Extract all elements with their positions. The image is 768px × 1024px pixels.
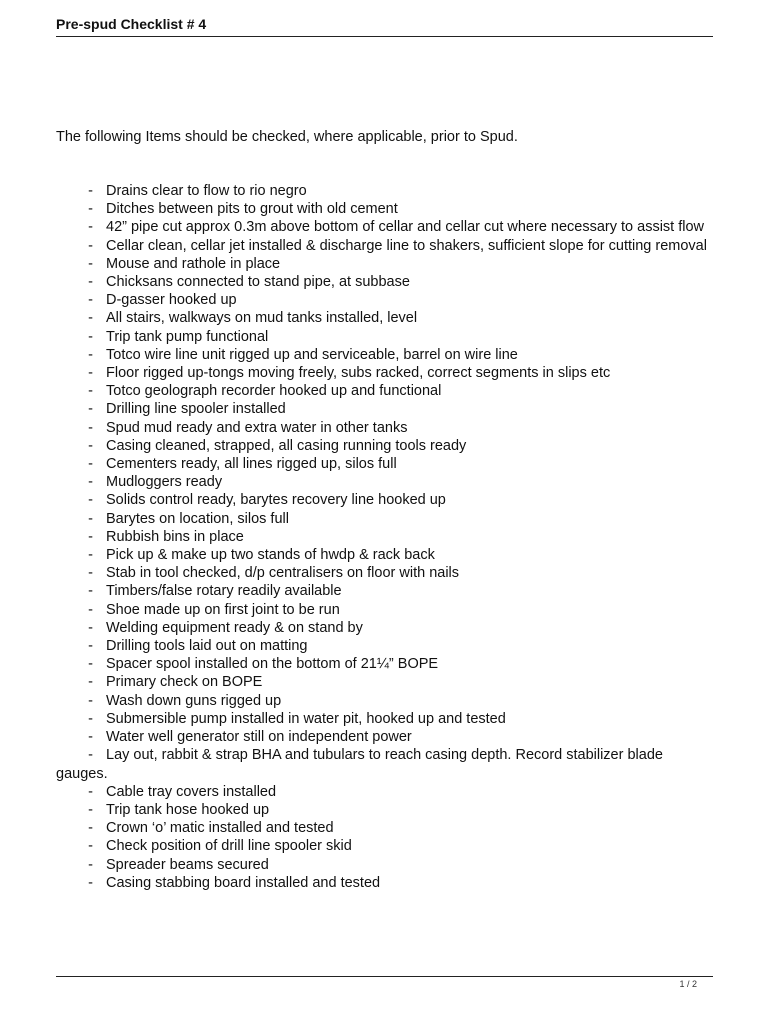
- checklist-item: [56, 692, 713, 710]
- bullet-dash: -: [88, 674, 93, 691]
- checklist-item: [56, 255, 713, 273]
- checklist-item-text: Crown ‘o’ matic installed and tested: [106, 820, 334, 837]
- checklist-item-text: D-gasser hooked up: [106, 292, 237, 309]
- checklist-item: [56, 874, 713, 892]
- bullet-dash: -: [88, 255, 93, 272]
- checklist-item-text: Timbers/false rotary readily available: [106, 583, 342, 600]
- checklist-item-text: Mouse and rathole in place: [106, 255, 281, 272]
- checklist-item-text: Spreader beams secured: [106, 856, 269, 873]
- checklist-item: [56, 218, 713, 236]
- checklist-item-text: Casing stabbing board installed and tested: [106, 874, 381, 891]
- bullet-dash: -: [88, 656, 93, 673]
- checklist-item: [56, 400, 713, 418]
- bullet-dash: -: [88, 528, 93, 545]
- checklist-item: [56, 710, 713, 728]
- checklist-item-text: Trip tank pump functional: [106, 328, 269, 345]
- bullet-dash: -: [88, 510, 93, 527]
- bullet-dash: -: [88, 710, 93, 727]
- checklist-item: [56, 473, 713, 491]
- checklist-item-text: Water well generator still on independent power: [106, 729, 412, 746]
- checklist-item-text: Cementers ready, all lines rigged up, silos full: [106, 456, 397, 473]
- checklist-item-text: Ditches between pits to grout with old cement: [106, 201, 398, 218]
- checklist-item: [56, 564, 713, 582]
- checklist-item-text: Spud mud ready and extra water in other tanks: [106, 419, 408, 436]
- bullet-dash: -: [88, 565, 93, 582]
- intro-text: The following Items should be checked, where applicable, prior to Spud.: [56, 129, 518, 145]
- bullet-dash: -: [88, 419, 93, 436]
- bullet-dash: -: [88, 547, 93, 564]
- checklist-item-text: Solids control ready, barytes recovery line hooked up: [106, 492, 446, 509]
- bullet-dash: -: [88, 747, 93, 764]
- page-number: 1 / 2: [679, 979, 697, 989]
- bullet-dash: -: [88, 237, 93, 254]
- checklist-item: [56, 273, 713, 291]
- checklist-item: [56, 200, 713, 218]
- checklist-item: [56, 801, 713, 819]
- bullet-dash: -: [88, 856, 93, 873]
- checklist-item: [56, 291, 713, 309]
- bullet-dash: -: [88, 365, 93, 382]
- checklist-item-text: Totco geolograph recorder hooked up and functional: [106, 383, 442, 400]
- checklist-item: [56, 837, 713, 855]
- checklist-item: [56, 819, 713, 837]
- bullet-dash: -: [88, 692, 93, 709]
- bullet-dash: -: [88, 401, 93, 418]
- checklist-item-text: Casing cleaned, strapped, all casing running tools ready: [106, 437, 467, 454]
- page-header: [56, 14, 713, 37]
- checklist-item: [56, 746, 713, 782]
- page-footer: [56, 976, 713, 989]
- bullet-dash: -: [88, 292, 93, 309]
- checklist-item: [56, 364, 713, 382]
- checklist: [56, 182, 713, 892]
- checklist-item-text: Cable tray covers installed: [106, 783, 277, 800]
- checklist-item-text: Cellar clean, cellar jet installed & discharge line to shakers, sufficient slope for cutting removal: [106, 237, 707, 254]
- checklist-item-text: Stab in tool checked, d/p centralisers on floor with nails: [106, 565, 460, 582]
- checklist-item-text: Shoe made up on first joint to be run: [106, 601, 340, 618]
- checklist-item-text: Drilling tools laid out on matting: [106, 638, 308, 655]
- bullet-dash: -: [88, 601, 93, 618]
- bullet-dash: -: [88, 474, 93, 491]
- checklist-item-text: Lay out, rabbit & strap BHA and tubulars to reach casing depth. Record stabilizer blade gauges.: [56, 747, 663, 782]
- checklist-item: [56, 619, 713, 637]
- checklist-item-text: Check position of drill line spooler skid: [106, 838, 352, 855]
- page-title: Pre-spud Checklist # 4: [56, 16, 207, 32]
- checklist-item: [56, 309, 713, 327]
- bullet-dash: -: [88, 492, 93, 509]
- bullet-dash: -: [88, 437, 93, 454]
- checklist-item: [56, 382, 713, 400]
- bullet-dash: -: [88, 328, 93, 345]
- checklist-item: [56, 510, 713, 528]
- checklist-item: [56, 637, 713, 655]
- bullet-dash: -: [88, 820, 93, 837]
- checklist-item: [56, 546, 713, 564]
- checklist-item-text: Rubbish bins in place: [106, 528, 244, 545]
- checklist-item-text: Barytes on location, silos full: [106, 510, 289, 527]
- bullet-dash: -: [88, 619, 93, 636]
- checklist-item: [56, 601, 713, 619]
- checklist-item-text: Welding equipment ready & on stand by: [106, 619, 363, 636]
- checklist-item-text: Totco wire line unit rigged up and serviceable, barrel on wire line: [106, 346, 518, 363]
- checklist-item-text: All stairs, walkways on mud tanks installed, level: [106, 310, 418, 327]
- bullet-dash: -: [88, 310, 93, 327]
- bullet-dash: -: [88, 801, 93, 818]
- checklist-item: [56, 528, 713, 546]
- bullet-dash: -: [88, 874, 93, 891]
- bullet-dash: -: [88, 183, 93, 199]
- checklist-item-text: Submersible pump installed in water pit, hooked up and tested: [106, 710, 506, 727]
- checklist-item: [56, 582, 713, 600]
- checklist-item-text: Mudloggers ready: [106, 474, 223, 491]
- bullet-dash: -: [88, 638, 93, 655]
- checklist-item-text: Trip tank hose hooked up: [106, 801, 270, 818]
- bullet-dash: -: [88, 383, 93, 400]
- bullet-dash: -: [88, 729, 93, 746]
- checklist-item-text: Spacer spool installed on the bottom of 21¼” BOPE: [106, 656, 439, 673]
- checklist-item-text: Wash down guns rigged up: [106, 692, 282, 709]
- checklist-item: [56, 237, 713, 255]
- checklist-item: [56, 728, 713, 746]
- bullet-dash: -: [88, 838, 93, 855]
- checklist-item: [56, 182, 713, 200]
- bullet-dash: -: [88, 783, 93, 800]
- checklist-item-text: Chicksans connected to stand pipe, at subbase: [106, 274, 410, 291]
- checklist-item: [56, 783, 713, 801]
- checklist-item-text: Floor rigged up-tongs moving freely, subs racked, correct segments in slips etc: [106, 365, 611, 382]
- checklist-item: [56, 455, 713, 473]
- checklist-item: [56, 437, 713, 455]
- checklist-item: [56, 856, 713, 874]
- checklist-item: [56, 491, 713, 509]
- checklist-item-text: Primary check on BOPE: [106, 674, 263, 691]
- checklist-item-text: Drains clear to flow to rio negro: [106, 183, 307, 199]
- checklist-item: [56, 419, 713, 437]
- bullet-dash: -: [88, 456, 93, 473]
- bullet-dash: -: [88, 201, 93, 218]
- checklist-item-text: 42” pipe cut approx 0.3m above bottom of cellar and cellar cut where necessary to assist flow: [106, 219, 705, 236]
- bullet-dash: -: [88, 219, 93, 236]
- checklist-item: [56, 346, 713, 364]
- checklist-item: [56, 328, 713, 346]
- checklist-item: [56, 673, 713, 691]
- checklist-item: [56, 655, 713, 673]
- checklist-item-text: Drilling line spooler installed: [106, 401, 286, 418]
- bullet-dash: -: [88, 346, 93, 363]
- bullet-dash: -: [88, 274, 93, 291]
- bullet-dash: -: [88, 583, 93, 600]
- checklist-item-text: Pick up & make up two stands of hwdp & rack back: [106, 547, 435, 564]
